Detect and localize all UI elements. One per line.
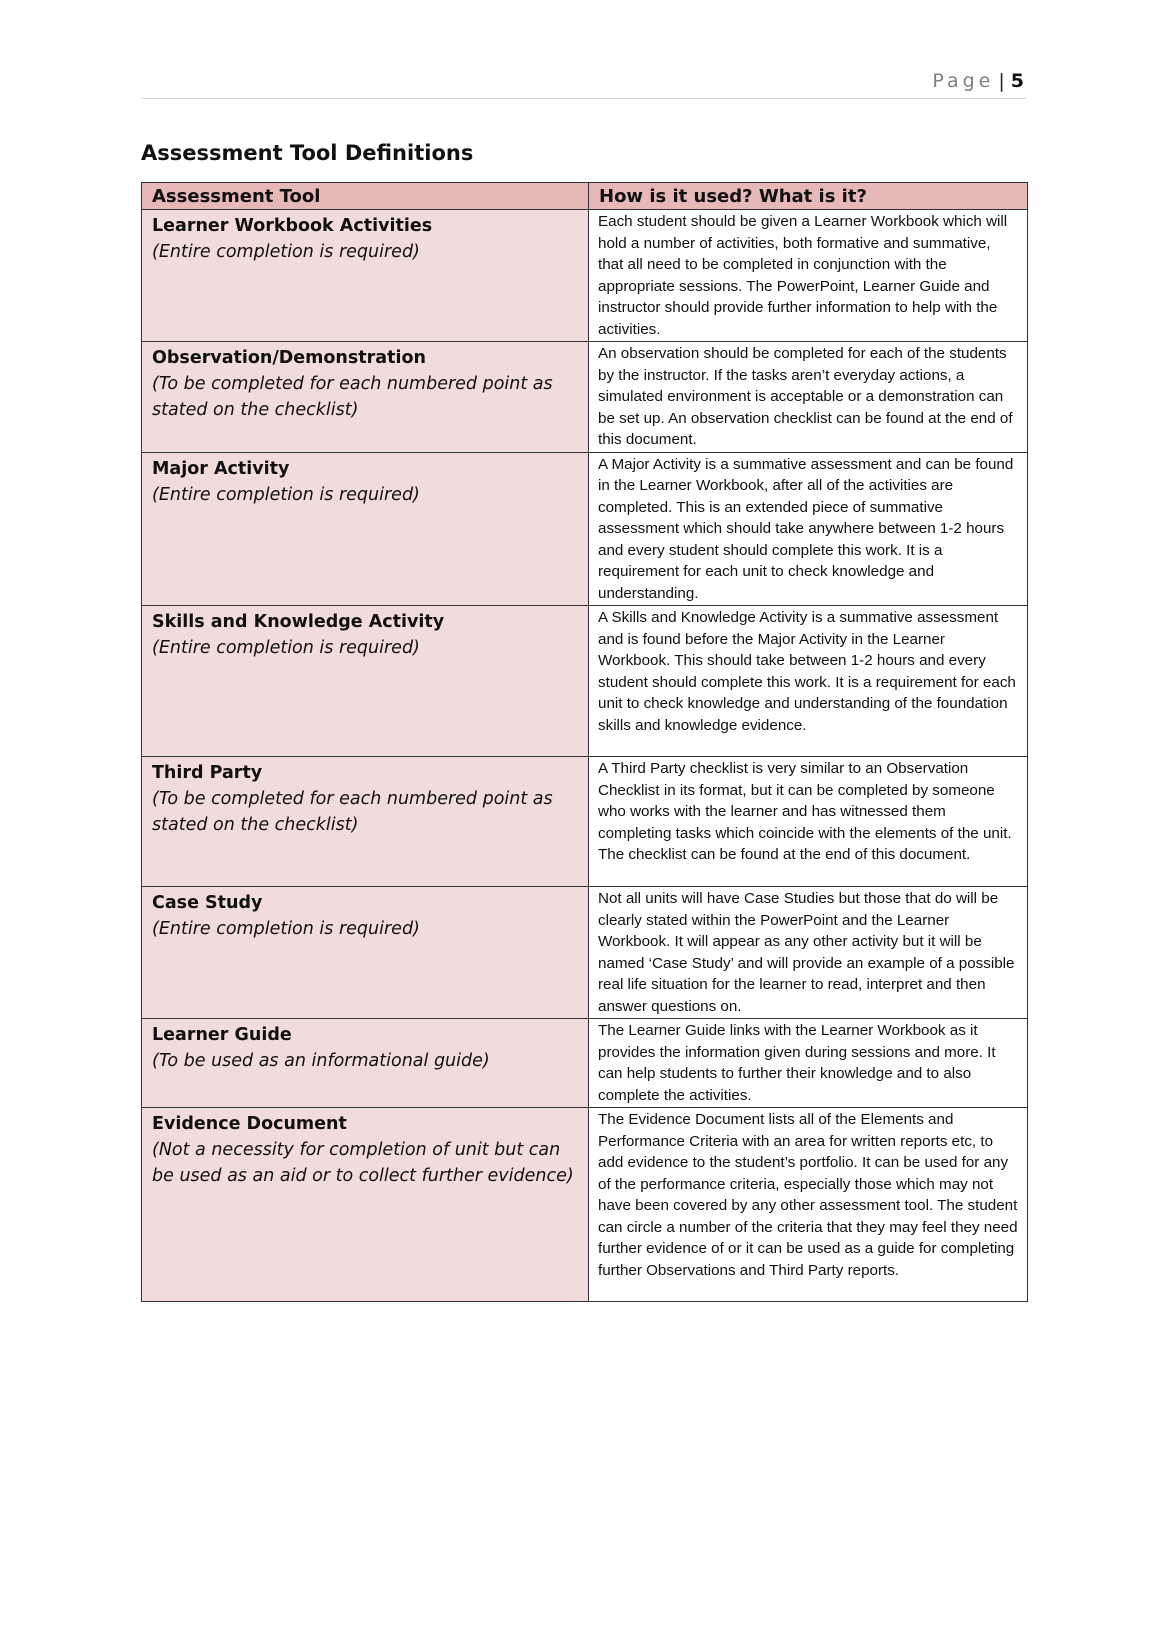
table-row bbox=[142, 606, 1028, 757]
page-header bbox=[141, 62, 1026, 99]
tool-description: Not all units will have Case Studies but those that do will be clearly stated within the PowerPoint and the Learner Workbook. It will appear as any other activity but it will be named ‘Case Study’ and will provide an example of a possible real life situation for the learner to read, interpret and then answer questions on. bbox=[589, 887, 1028, 1019]
assessment-tool-table bbox=[141, 182, 1028, 1302]
tool-requirement: (To be completed for each numbered point as stated on the checklist) bbox=[152, 374, 553, 420]
tool-name: Case Study bbox=[152, 893, 263, 913]
table-row bbox=[142, 1108, 1028, 1302]
tool-name: Learner Workbook Activities bbox=[152, 216, 433, 236]
tool-requirement: (Entire completion is required) bbox=[152, 242, 420, 262]
tool-requirement: (To be used as an informational guide) bbox=[152, 1051, 490, 1071]
column-header-tool: Assessment Tool bbox=[142, 183, 589, 210]
tool-cell bbox=[142, 342, 589, 453]
tool-description: A Third Party checklist is very similar to an Observation Checklist in its format, but it can be completed by someone who works with the learner and has witnessed them completing tasks which coincide with the elements of the unit. The checklist can be found at the end of this document. bbox=[589, 757, 1028, 887]
tool-cell bbox=[142, 606, 589, 757]
tool-cell bbox=[142, 210, 589, 342]
tool-requirement: (Entire completion is required) bbox=[152, 638, 420, 658]
table-row bbox=[142, 887, 1028, 1019]
tool-cell bbox=[142, 452, 589, 606]
table-row bbox=[142, 342, 1028, 453]
tool-name: Learner Guide bbox=[152, 1025, 292, 1045]
tool-description: The Evidence Document lists all of the Elements and Performance Criteria with an area for written reports etc, to add evidence to the student’s portfolio. It can be used for any of the performance criteria, especially those which may not have been covered by any other assessment tool. The student can circle a number of the criteria that they may feel they need further evidence of or it can be used as a guide for completing further Observations and Third Party reports. bbox=[589, 1108, 1028, 1302]
page-number: 5 bbox=[1010, 70, 1024, 92]
table-row bbox=[142, 452, 1028, 606]
tool-description: A Skills and Knowledge Activity is a summative assessment and is found before the Major Activity in the Learner Workbook. This should take between 1-2 hours and every student should complete this work. It is a requirement for each unit to check knowledge and understanding of the foundation skills and knowledge evidence. bbox=[589, 606, 1028, 757]
tool-cell bbox=[142, 1108, 589, 1302]
tool-name: Major Activity bbox=[152, 458, 290, 479]
tool-name: Skills and Knowledge Activity bbox=[152, 612, 445, 632]
tool-description: An observation should be completed for each of the students by the instructor. If the tasks aren’t everyday actions, a simulated environment is acceptable or a demonstration can be set up. An observation checklist can be found at the end of this document. bbox=[589, 342, 1028, 453]
tool-cell bbox=[142, 887, 589, 1019]
table-row bbox=[142, 1019, 1028, 1108]
tool-description: A Major Activity is a summative assessment and can be found in the Learner Workbook, after all of the activities are completed. This is an extended piece of summative assessment which should take anywhere between 1-2 hours and every student should complete this work. It is a requirement for each unit to check knowledge and understanding. bbox=[589, 452, 1028, 606]
tool-name: Third Party bbox=[152, 763, 263, 783]
page-separator: | bbox=[998, 70, 1005, 92]
table-header-row bbox=[142, 183, 1028, 210]
tool-cell bbox=[142, 757, 589, 887]
page-number-label bbox=[932, 70, 1024, 92]
tool-cell bbox=[142, 1019, 589, 1108]
tool-name: Evidence Document bbox=[152, 1114, 347, 1134]
tool-requirement: (To be completed for each numbered point as stated on the checklist) bbox=[152, 789, 553, 835]
tool-requirement: (Entire completion is required) bbox=[152, 484, 420, 505]
tool-requirement: (Entire completion is required) bbox=[152, 919, 420, 939]
tool-name: Observation/Demonstration bbox=[152, 348, 426, 368]
tool-requirement: (Not a necessity for completion of unit but can be used as an aid or to collect further evidence) bbox=[152, 1140, 574, 1186]
column-header-usage: How is it used? What is it? bbox=[589, 183, 1028, 210]
page-title: Assessment Tool Definitions bbox=[141, 141, 474, 165]
tool-description: Each student should be given a Learner Workbook which will hold a number of activities, both formative and summative, that all need to be completed in conjunction with the appropriate sessions. The PowerPoint, Learner Guide and instructor should provide further information to help with the activities. bbox=[589, 210, 1028, 342]
table-row bbox=[142, 757, 1028, 887]
tool-description: The Learner Guide links with the Learner Workbook as it provides the information given during sessions and more. It can help students to further their knowledge and to also complete the activities. bbox=[589, 1019, 1028, 1108]
page-word: Page bbox=[932, 70, 995, 92]
table-row bbox=[142, 210, 1028, 342]
